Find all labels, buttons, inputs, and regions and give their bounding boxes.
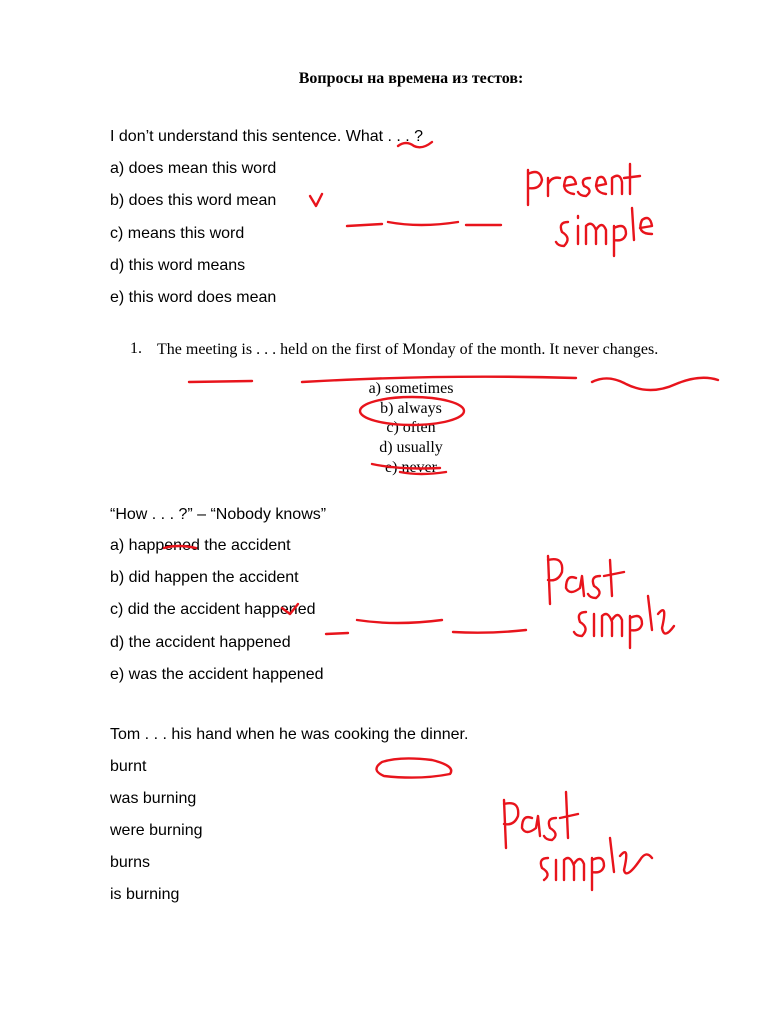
q1-option-d: d) this word means	[110, 257, 246, 274]
q1-prompt: I don’t understand this sentence. What . . . ?	[110, 128, 424, 145]
q4-option-5: is burning	[110, 886, 180, 903]
page-title: Вопросы на времена из тестов:	[298, 70, 524, 87]
q3-option-e: e) was the accident happened	[110, 666, 324, 683]
q1-option-b: b) does this word mean	[110, 192, 277, 209]
q2-option-d: d) usually	[379, 439, 443, 456]
q3-option-a: a) happened the accident	[110, 537, 291, 554]
q3-option-b: b) did happen the accident	[110, 569, 299, 586]
q4-prompt: Tom . . . his hand when he was cooking the dinner.	[110, 726, 469, 743]
q2-option-a: a) sometimes	[368, 380, 454, 397]
q4-option-4: burns	[110, 854, 151, 871]
q2-option-b: b) always	[380, 400, 442, 417]
q1-option-c: c) means this word	[110, 225, 245, 242]
q4-option-2: was burning	[110, 790, 197, 807]
note-past-simple-1	[548, 556, 674, 648]
q1-option-e: e) this word does mean	[110, 289, 277, 306]
q1-option-a: a) does mean this word	[110, 160, 277, 177]
q2-option-c: c) often	[386, 419, 436, 436]
q2-option-e: e) never	[385, 459, 437, 476]
q3-option-c: c) did the accident happened	[110, 601, 316, 618]
q2-number: 1.	[130, 340, 142, 357]
note-present-simple	[528, 164, 652, 256]
q4-option-3: were burning	[110, 822, 203, 839]
q3-option-d: d) the accident happened	[110, 634, 291, 651]
ink-dash-q3	[326, 620, 526, 634]
ink-oval-burnt	[376, 758, 451, 777]
q2-prompt: The meeting is . . . held on the first of Monday of the month. It never changes.	[157, 341, 659, 358]
ink-dash-q1	[347, 222, 501, 226]
q3-prompt: “How . . . ?” – “Nobody knows”	[110, 506, 327, 523]
note-past-simple-2	[504, 792, 652, 890]
q4-option-1: burnt	[110, 758, 147, 775]
checkmark-icon	[310, 194, 322, 206]
